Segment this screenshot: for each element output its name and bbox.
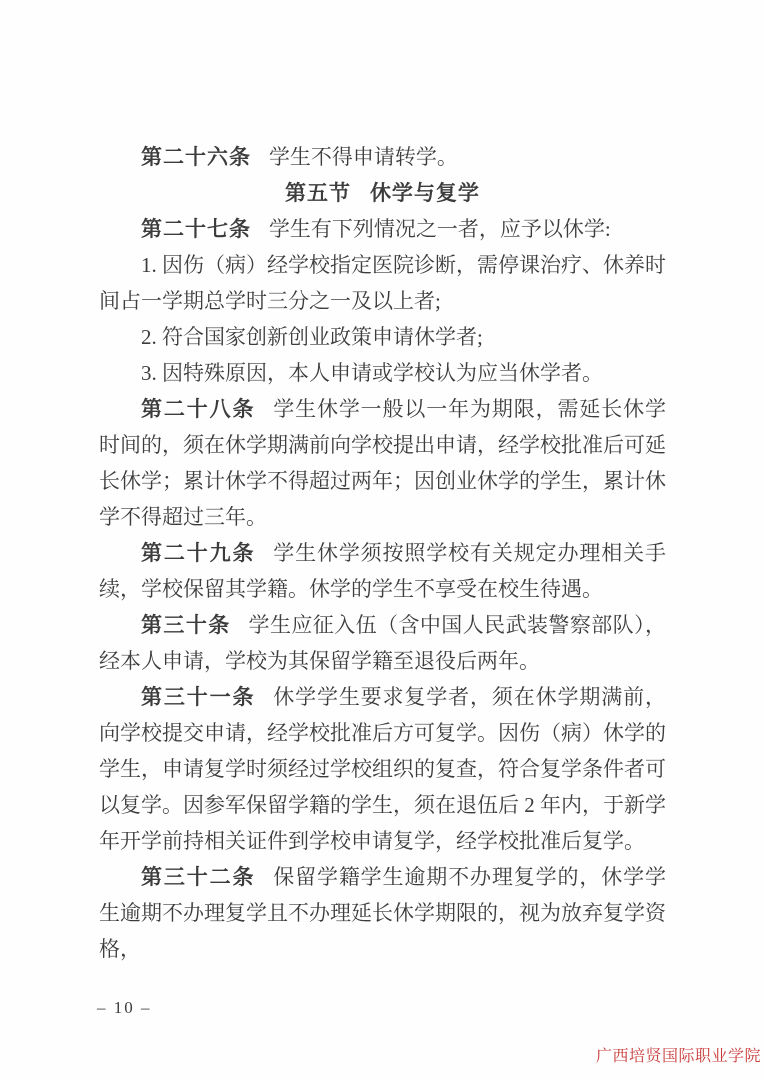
article-27 bbox=[99, 211, 666, 247]
article-27-item-1: 1. 因伤（病）经学校指定医院诊断，需停课治疗、休养时间占一学期总学时三分之一及以上者; bbox=[99, 253, 666, 313]
article-27-text: 学生有下列情况之一者，应予以休学: bbox=[268, 217, 611, 241]
article-29-text: 学生休学须按照学校有关规定办理相关手续，学校保留其学籍。休学的学生不享受在校生待遇。 bbox=[99, 541, 667, 601]
article-28-number: 第二十八条 bbox=[141, 397, 256, 421]
article-27-item-2: 2. 符合国家创新创业政策申请休学者; bbox=[141, 325, 483, 349]
article-30-number: 第三十条 bbox=[141, 613, 231, 637]
article-32-number: 第三十二条 bbox=[141, 865, 256, 889]
article-29-number: 第二十九条 bbox=[141, 541, 256, 565]
article-31 bbox=[99, 679, 666, 859]
article-31-text: 休学学生要求复学者，须在休学期满前，向学校提交申请，经学校批准后方可复学。因伤（病）休学的学生，申请复学时须经过学校组织的复查，符合复学条件者可以复学。因参军保留学籍的学生，须在退伍后 2 年内，于新学年开学前持相关证件到学校申请复学，经学校批准后复学。 bbox=[99, 685, 667, 853]
article-26-number: 第二十六条 bbox=[141, 145, 251, 169]
article-29 bbox=[99, 535, 666, 607]
section-5-heading bbox=[99, 175, 666, 211]
article-26-text: 学生不得申请转学。 bbox=[268, 145, 458, 169]
article-27-item-3: 3. 因特殊原因，本人申请或学校认为应当休学者。 bbox=[141, 361, 603, 385]
article-30-text: 学生应征入伍（含中国人民武装警察部队），经本人申请，学校为其保留学籍至退役后两年。 bbox=[99, 613, 667, 673]
article-28-text: 学生休学一般以一年为期限，需延长休学时间的，须在休学期满前向学校提出申请，经学校批准后可延长休学；累计休学不得超过两年；因创业休学的学生，累计休学不得超过三年。 bbox=[99, 397, 667, 529]
school-watermark: 广西培贤国际职业学院 bbox=[595, 1048, 761, 1065]
article-32-text: 保留学籍学生逾期不办理复学的，休学学生逾期不办理复学且不办理延长休学期限的，视为放弃复学资格， bbox=[99, 865, 667, 961]
article-27-number: 第二十七条 bbox=[141, 217, 251, 241]
page-number: – 10 – bbox=[97, 998, 152, 1017]
article-28 bbox=[99, 391, 666, 535]
article-26 bbox=[99, 139, 666, 175]
section-5-number: 第五节 bbox=[285, 181, 352, 205]
document-body bbox=[99, 139, 666, 967]
article-30 bbox=[99, 607, 666, 679]
article-32 bbox=[99, 859, 666, 967]
section-5-title: 休学与复学 bbox=[369, 181, 480, 205]
article-31-number: 第三十一条 bbox=[141, 685, 256, 709]
